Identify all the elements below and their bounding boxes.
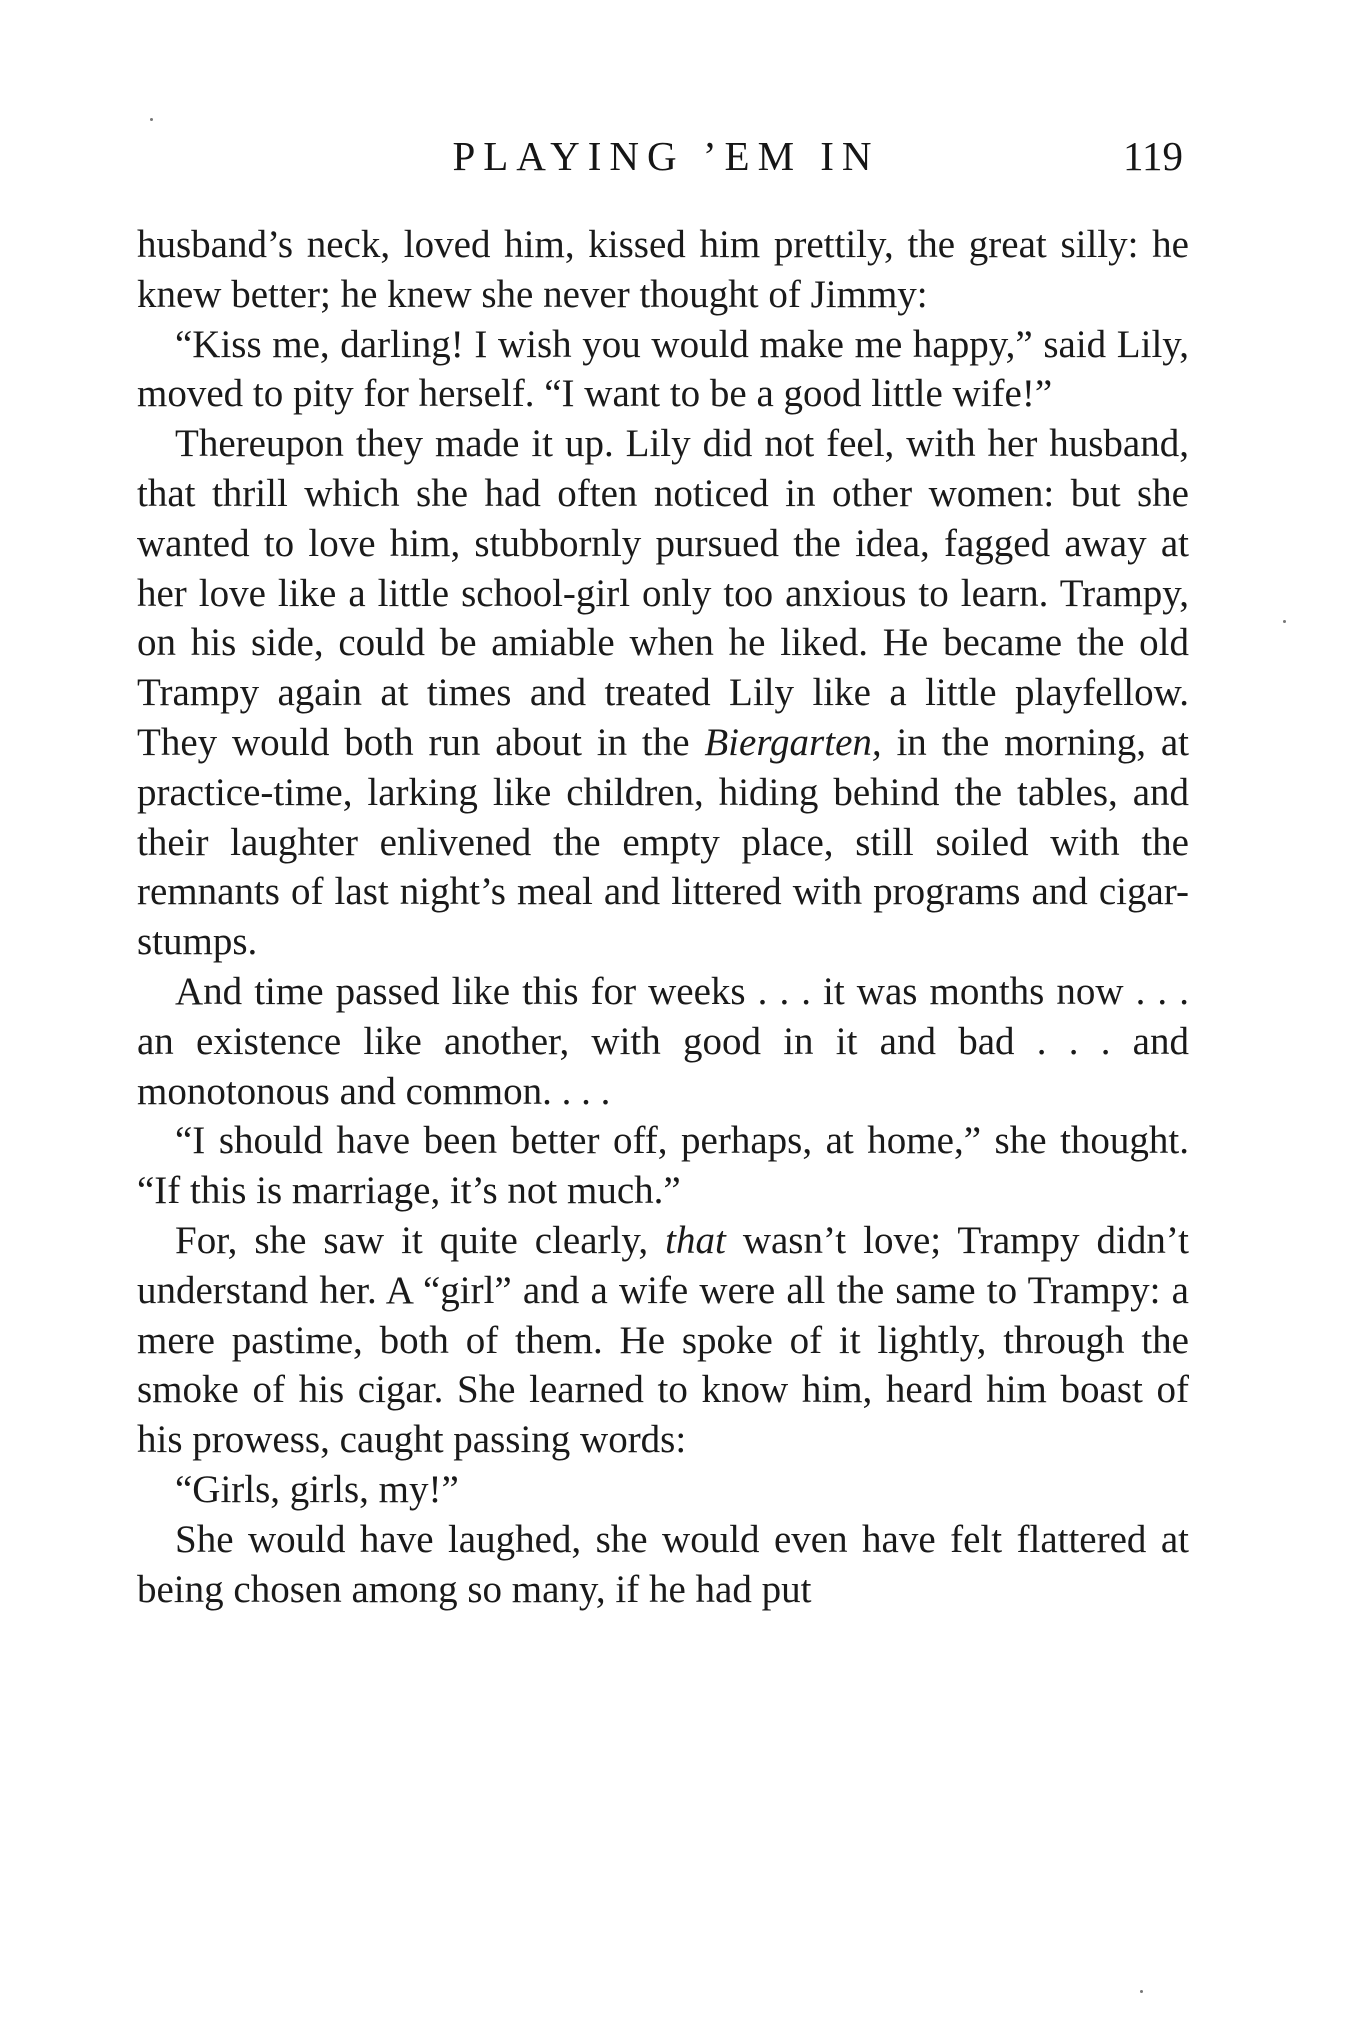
paragraph-text: wasn’t love; Trampy didn’t understand her. A “girl” and a wife were all the same to Trampy: a mere pastime, both of them. He spoke of it lightly, through the smoke of his cigar. She learned to know him, heard him boast of his prowess, caught passing words: <box>137 1218 1189 1462</box>
running-title: PLAYING ’EM IN <box>452 133 880 179</box>
paper-speck <box>1140 1990 1143 1993</box>
paragraph-text: Thereupon they made it up. Lily did not feel, with her husband, that thrill which she had often noticed in other women: but she wanted to love him, stubbornly pursued the idea, fagged away at her love like a little school-girl only too anxious to learn. Trampy, on his side, could be amiable when he liked. He became the old Trampy again at times and treated Lily like a little playfellow. They would both run about in the <box>137 422 1189 764</box>
paragraph <box>137 1216 1189 1465</box>
italic-text: Biergarten, <box>704 720 882 764</box>
paragraph <box>137 1465 1189 1515</box>
paragraph <box>137 1116 1189 1216</box>
paragraph-text: “I should have been better off, perhaps, at home,” she thought. “If this is marriage, it’s not much.” <box>137 1119 1189 1213</box>
paragraph <box>137 967 1189 1116</box>
paragraph-text: And time passed like this for weeks . . . it was months now . . . an existence like another, with good in it and bad . . . and monotonous and common. . . . <box>137 969 1189 1113</box>
running-head <box>137 128 1189 184</box>
italic-text: that <box>665 1218 726 1262</box>
paragraph-text: “Girls, girls, my!” <box>175 1467 459 1511</box>
paper-speck <box>1283 620 1286 623</box>
book-page <box>137 128 1189 1614</box>
paragraph-text: For, she saw it quite clearly, <box>175 1218 666 1262</box>
body-text <box>137 220 1189 1614</box>
paragraph-text: husband’s neck, loved him, kissed him prettily, the great silly: he knew better; he knew she never thought of Jimmy: <box>137 223 1189 316</box>
page-number: 119 <box>1123 133 1183 179</box>
paragraph-text: She would have laughed, she would even have felt flattered at being chosen among so many, if he had put <box>137 1517 1189 1611</box>
paragraph <box>137 1515 1189 1615</box>
paper-speck <box>150 118 153 121</box>
paragraph <box>137 419 1189 967</box>
paragraph <box>137 220 1189 320</box>
paragraph-text: in the morning, at practice-time, larking like children, hiding behind the tables, and their laughter enlivened the empty place, still soiled with the remnants of last night’s meal and littered with programs and cigar-stumps. <box>137 720 1189 964</box>
paragraph-text: “Kiss me, darling! I wish you would make me happy,” said Lily, moved to pity for herself. “I want to be a good little wife!” <box>137 322 1189 416</box>
paragraph <box>137 320 1189 420</box>
